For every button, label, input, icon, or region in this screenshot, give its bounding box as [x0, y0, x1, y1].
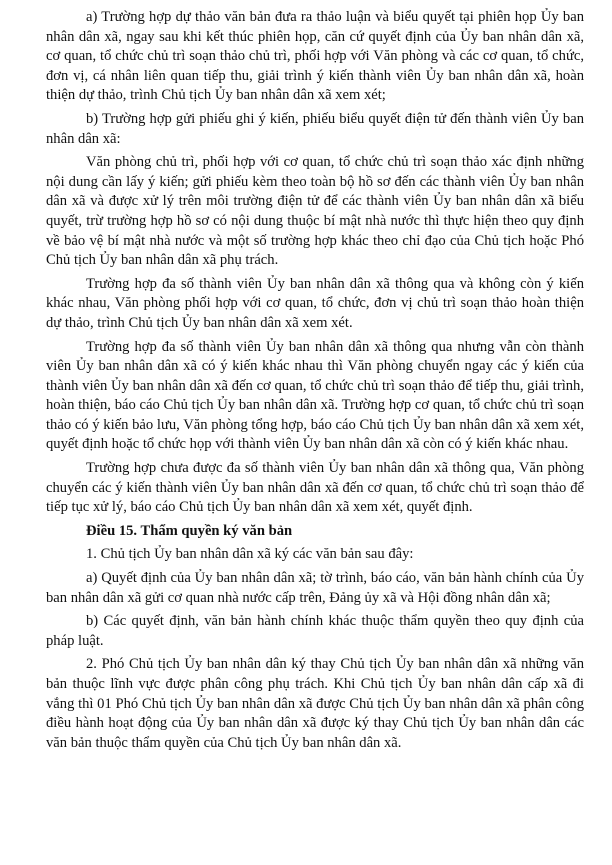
paragraph-a-thao-luan: a) Trường hợp dự thảo văn bản đưa ra thảo luận và biểu quyết tại phiên họp Ủy ban nhân dân xã, ngay sau khi kết thúc phiên họp, căn cứ quyết định của Ủy ban nhân dân xã, cơ quan, tổ chức chủ trì soạn thảo chủ trì, phối hợp với Văn phòng và các cơ quan, tổ chức, đơn vị, cá nhân liên quan tiếp thu, giải trình ý kiến thành viên Ủy ban nhân dân xã, hoàn thiện dự thảo, trình Chủ tịch Ủy ban nhân dân xã xem xét;: [46, 9, 584, 104]
paragraph-chua-duoc-thong-qua: Trường hợp chưa được đa số thành viên Ủy ban nhân dân xã thông qua, Văn phòng chuyển các ý kiến thành viên Ủy ban nhân dân xã đến cơ quan, tổ chức chủ trì soạn thảo để tiếp tục xử lý, báo cáo Chủ tịch Ủy ban nhân dân xã xem xét, quyết định.: [46, 460, 584, 516]
paragraph-b-phieu-ghi-y-kien: b) Trường hợp gửi phiếu ghi ý kiến, phiếu biểu quyết điện tử đến thành viên Ủy ban nhân dân xã:: [46, 110, 584, 147]
paragraph-clause-1a: a) Quyết định của Ủy ban nhân dân xã; tờ trình, báo cáo, văn bản hành chính của Ủy ban nhân dân xã gửi cơ quan nhà nước cấp trên, Đảng ủy xã và Hội đồng nhân dân xã;: [46, 570, 584, 606]
paragraph-clause-2: 2. Phó Chủ tịch Ủy ban nhân dân ký thay Chủ tịch Ủy ban nhân dân xã những văn bản thuộc lĩnh vực được phân công phụ trách. Khi Chủ tịch Ủy ban nhân dân cấp xã đi vắng thì 01 Phó Chủ tịch Ủy ban nhân dân xã được Chủ tịch Ủy ban nhân dân xã phân công điều hành hoạt động của Ủy ban nhân dân xã được ký thay Chủ tịch Ủy ban nhân dân các văn bản thuộc thẩm quyền của Chủ tịch Ủy ban nhân dân xã.: [46, 656, 584, 751]
paragraph-con-y-kien-khac: Trường hợp đa số thành viên Ủy ban nhân dân xã thông qua nhưng vẫn còn thành viên Ủy ban nhân dân xã có ý kiến khác nhau thì Văn phòng chuyển ngay các ý kiến của thành viên Ủy ban nhân dân xã đến cơ quan, tổ chức chủ trì soạn thảo để tiếp thu, giải trình, hoàn thiện, báo cáo Chủ tịch Ủy ban nhân dân xã. Trường hợp cơ quan, tổ chức chủ trì soạn thảo có ý kiến bảo lưu, Văn phòng tổng hợp, báo cáo Chủ tịch Ủy ban nhân dân xã xem xét, quyết định hoặc tổ chức họp với thành viên Ủy ban nhân dân xã còn có ý kiến khác nhau.: [46, 338, 584, 453]
paragraph-clause-1b: b) Các quyết định, văn bản hành chính khác thuộc thẩm quyền theo quy định của pháp luật.: [46, 613, 584, 649]
paragraph-clause-1: 1. Chủ tịch Ủy ban nhân dân xã ký các văn bản sau đây:: [86, 546, 414, 563]
article-heading: Điều 15. Thẩm quyền ký văn bản: [86, 522, 293, 539]
paragraph-van-phong-chu-tri: Văn phòng chủ trì, phối hợp với cơ quan, tổ chức chủ trì soạn thảo xác định những nội dung cần lấy ý kiến; gửi phiếu kèm theo toàn bộ hồ sơ đến các thành viên Ủy ban nhân dân xã và được xử lý trên môi trường điện tử để các thành viên Ủy ban nhân dân xã biểu quyết, trừ trường hợp hồ sơ có nội dung thuộc bí mật nhà nước thì thực hiện theo quy định về bảo vệ bí mật nhà nước và một số trường hợp khác theo chỉ đạo của Chủ tịch hoặc Phó Chủ tịch Ủy ban nhân dân xã phụ trách.: [46, 154, 584, 269]
paragraph-da-so-thong-qua: Trường hợp đa số thành viên Ủy ban nhân dân xã thông qua và không còn ý kiến khác nhau, Văn phòng phối hợp với cơ quan, tổ chức, đơn vị chủ trì soạn thảo hoàn thiện dự thảo, trình Chủ tịch Ủy ban nhân dân xã xem xét.: [46, 275, 584, 331]
